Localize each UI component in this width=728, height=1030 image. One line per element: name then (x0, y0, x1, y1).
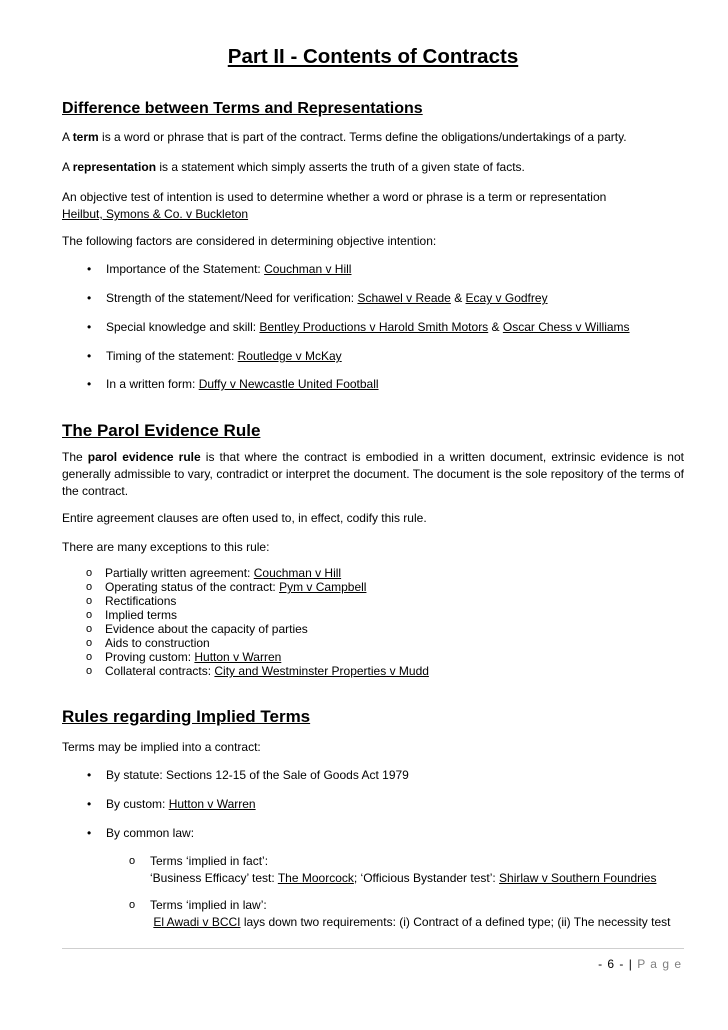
paragraph-implied-intro: Terms may be implied into a contract: (62, 740, 261, 754)
heading-implied-terms: Rules regarding Implied Terms (62, 707, 311, 726)
heading-terms-representations: Difference between Terms and Representations (62, 100, 423, 117)
sub-list-item-implied-in-law: Terms ‘implied in law’: El Awadi v BCCI lays down two requirements: (i) Contract of a defined type; (ii) The necessity test (150, 898, 671, 929)
paragraph-factors-intro: The following factors are considered in determining objective intention: (62, 234, 437, 248)
page-number: - 6 - | P a g e (598, 957, 682, 971)
page-title: Part II - Contents of Contracts (227, 45, 519, 68)
paragraph-term-definition: A term is a word or phrase that is part of the contract. Terms define the obligations/undertakings of a party. (62, 130, 627, 144)
paragraph-parol-definition: The parol evidence rule is that where the contract is embodied in a written document, extrinsic evidence is not generally admissible to vary, contradict or interpret the document. The document is the sole repository of the terms of the contract. (62, 450, 684, 498)
footer-divider (62, 948, 684, 949)
paragraph-exceptions-intro: There are many exceptions to this rule: (62, 540, 270, 554)
sub-list-item-implied-in-fact: Terms ‘implied in fact’: ‘Business Efficacy’ test: The Moorcock; ‘Officious Bystander test’: Shirlaw v Southern Foundries (150, 854, 657, 885)
paragraph-objective-test: An objective test of intention is used to determine whether a word or phrase is a term or representation Heilbut, Symons & Co. v Buckleton (62, 190, 607, 221)
sub-list-marker: o (129, 899, 136, 911)
case-link: Heilbut, Symons & Co. v Buckleton (62, 207, 249, 221)
sub-list-marker: o (129, 855, 136, 867)
heading-parol-evidence-rule: The Parol Evidence Rule (62, 421, 261, 440)
paragraph-representation-definition: A representation is a statement which simply asserts the truth of a given state of facts. (62, 160, 525, 174)
paragraph-entire-agreement: Entire agreement clauses are often used to, in effect, codify this rule. (62, 511, 427, 525)
